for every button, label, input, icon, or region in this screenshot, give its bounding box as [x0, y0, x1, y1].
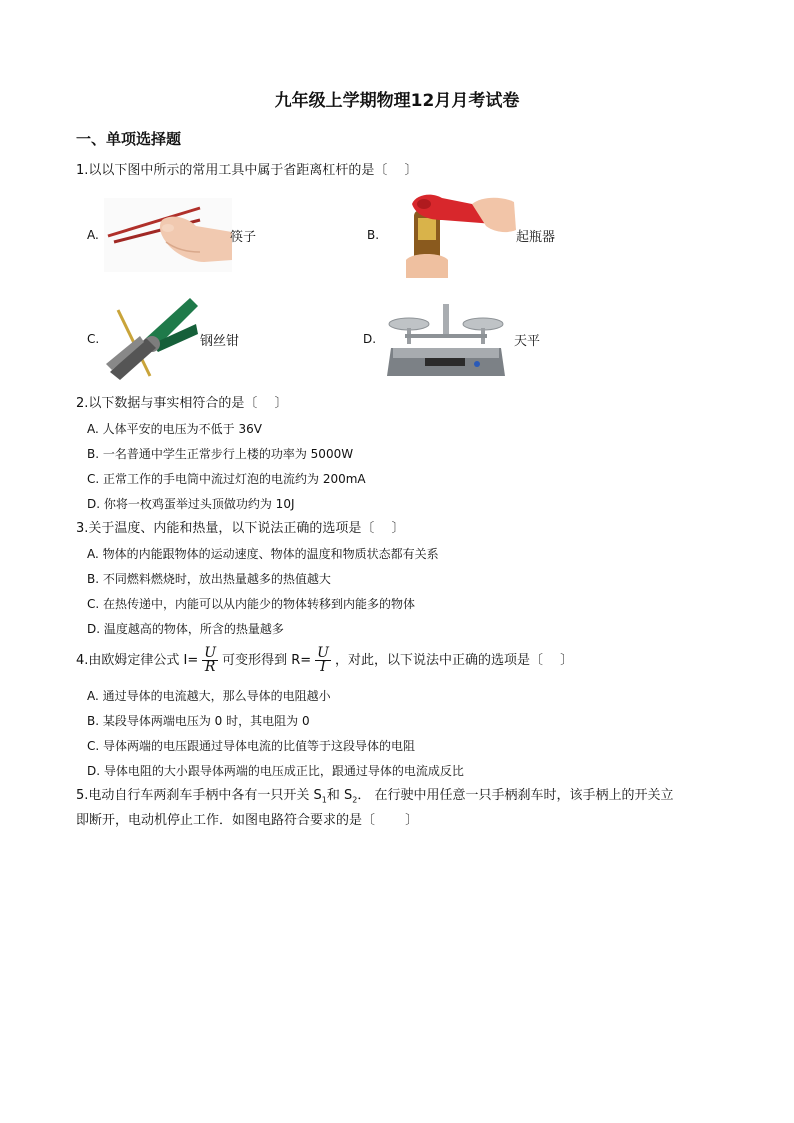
q1-option-d-caption: 天平 [514, 334, 541, 349]
q5-sub-1: 1 [321, 795, 327, 805]
q2-option-d: D. 你将一枚鸡蛋举过头顶做功约为 10J [87, 497, 295, 511]
question-5-line-1 [76, 787, 674, 810]
q4-suffix: ，对此，以下说法中正确的选项是〔 〕 [334, 653, 574, 668]
bottle-opener-image [402, 190, 516, 278]
question-4-stem [76, 646, 573, 676]
q1-option-d-label: D. [363, 332, 377, 346]
q3-option-a: A. 物体的内能跟物体的运动速度、物体的温度和物质状态都有关系 [87, 547, 439, 561]
q3-option-c: C. 在热传递中，内能可以从内能少的物体转移到内能多的物体 [87, 597, 416, 611]
q1-option-a-caption: 筷子 [230, 230, 257, 245]
q1-option-b-caption: 起瓶器 [516, 230, 556, 245]
q4-option-c: C. 导体两端的电压跟通过导体电流的比值等于这段导体的电阻 [87, 739, 416, 753]
q4-frac2-denominator: I [320, 659, 326, 675]
question-2-stem: 2.以下数据与事实相符合的是〔 〕 [76, 396, 288, 411]
q3-option-b: B. 不同燃料燃烧时，放出热量越多的热值越大 [87, 572, 331, 586]
q5-sub-2: 2 [352, 795, 358, 805]
q5-text-a: 5.电动自行车两刹车手柄中各有一只开关 S [76, 788, 322, 803]
page-title: 九年级上学期物理12月月考试卷 [274, 91, 520, 111]
q4-middle: 可变形得到 R= [222, 653, 312, 668]
q4-option-d: D. 导体电阻的大小跟导体两端的电压成正比，跟通过导体的电流成反比 [87, 764, 464, 778]
q2-option-a: A. 人体平安的电压为不低于 36V [87, 422, 262, 436]
balance-scale-image [385, 298, 507, 380]
q5-text-c: ． 在行驶中用任意一只手柄刹车时，该手柄上的开关立 [357, 788, 674, 803]
q4-frac2-numerator: U [317, 645, 329, 661]
question-1-stem: 1.以以下图中所示的常用工具中属于省距离杠杆的是〔 〕 [76, 163, 418, 178]
q4-frac1-numerator: U [204, 645, 217, 661]
q4-option-b: B. 某段导体两端电压为 0 时，其电阻为 0 [87, 714, 310, 728]
q1-option-b-label: B. [367, 228, 380, 242]
q4-frac1-denominator: R [204, 659, 216, 675]
question-3-stem: 3.关于温度、内能和热量，以下说法正确的选项是〔 〕 [76, 521, 405, 536]
q4-fraction-i [202, 647, 218, 674]
q4-option-a: A. 通过导体的电流越大，那么导体的电阻越小 [87, 689, 331, 703]
q4-prefix: 4.由欧姆定律公式 I= [76, 653, 199, 668]
q4-fraction-r [315, 647, 331, 674]
section-heading: 一、单项选择题 [76, 130, 182, 148]
q2-option-b: B. 一名普通中学生正常步行上楼的功率为 5000W [87, 447, 354, 461]
chopsticks-image [104, 198, 232, 272]
q5-text-b: 和 S [326, 788, 353, 803]
q1-option-c-label: C. [87, 332, 100, 346]
q1-option-a-label: A. [87, 228, 99, 242]
q1-option-c-caption: 钢丝钳 [200, 334, 240, 349]
pliers-image [100, 294, 200, 380]
question-5-line-2: 即断开，电动机停止工作．如图电路符合要求的是〔 〕 [76, 813, 419, 828]
q2-option-c: C. 正常工作的手电筒中流过灯泡的电流约为 200mA [87, 472, 366, 486]
q3-option-d: D. 温度越高的物体，所含的热量越多 [87, 622, 284, 636]
